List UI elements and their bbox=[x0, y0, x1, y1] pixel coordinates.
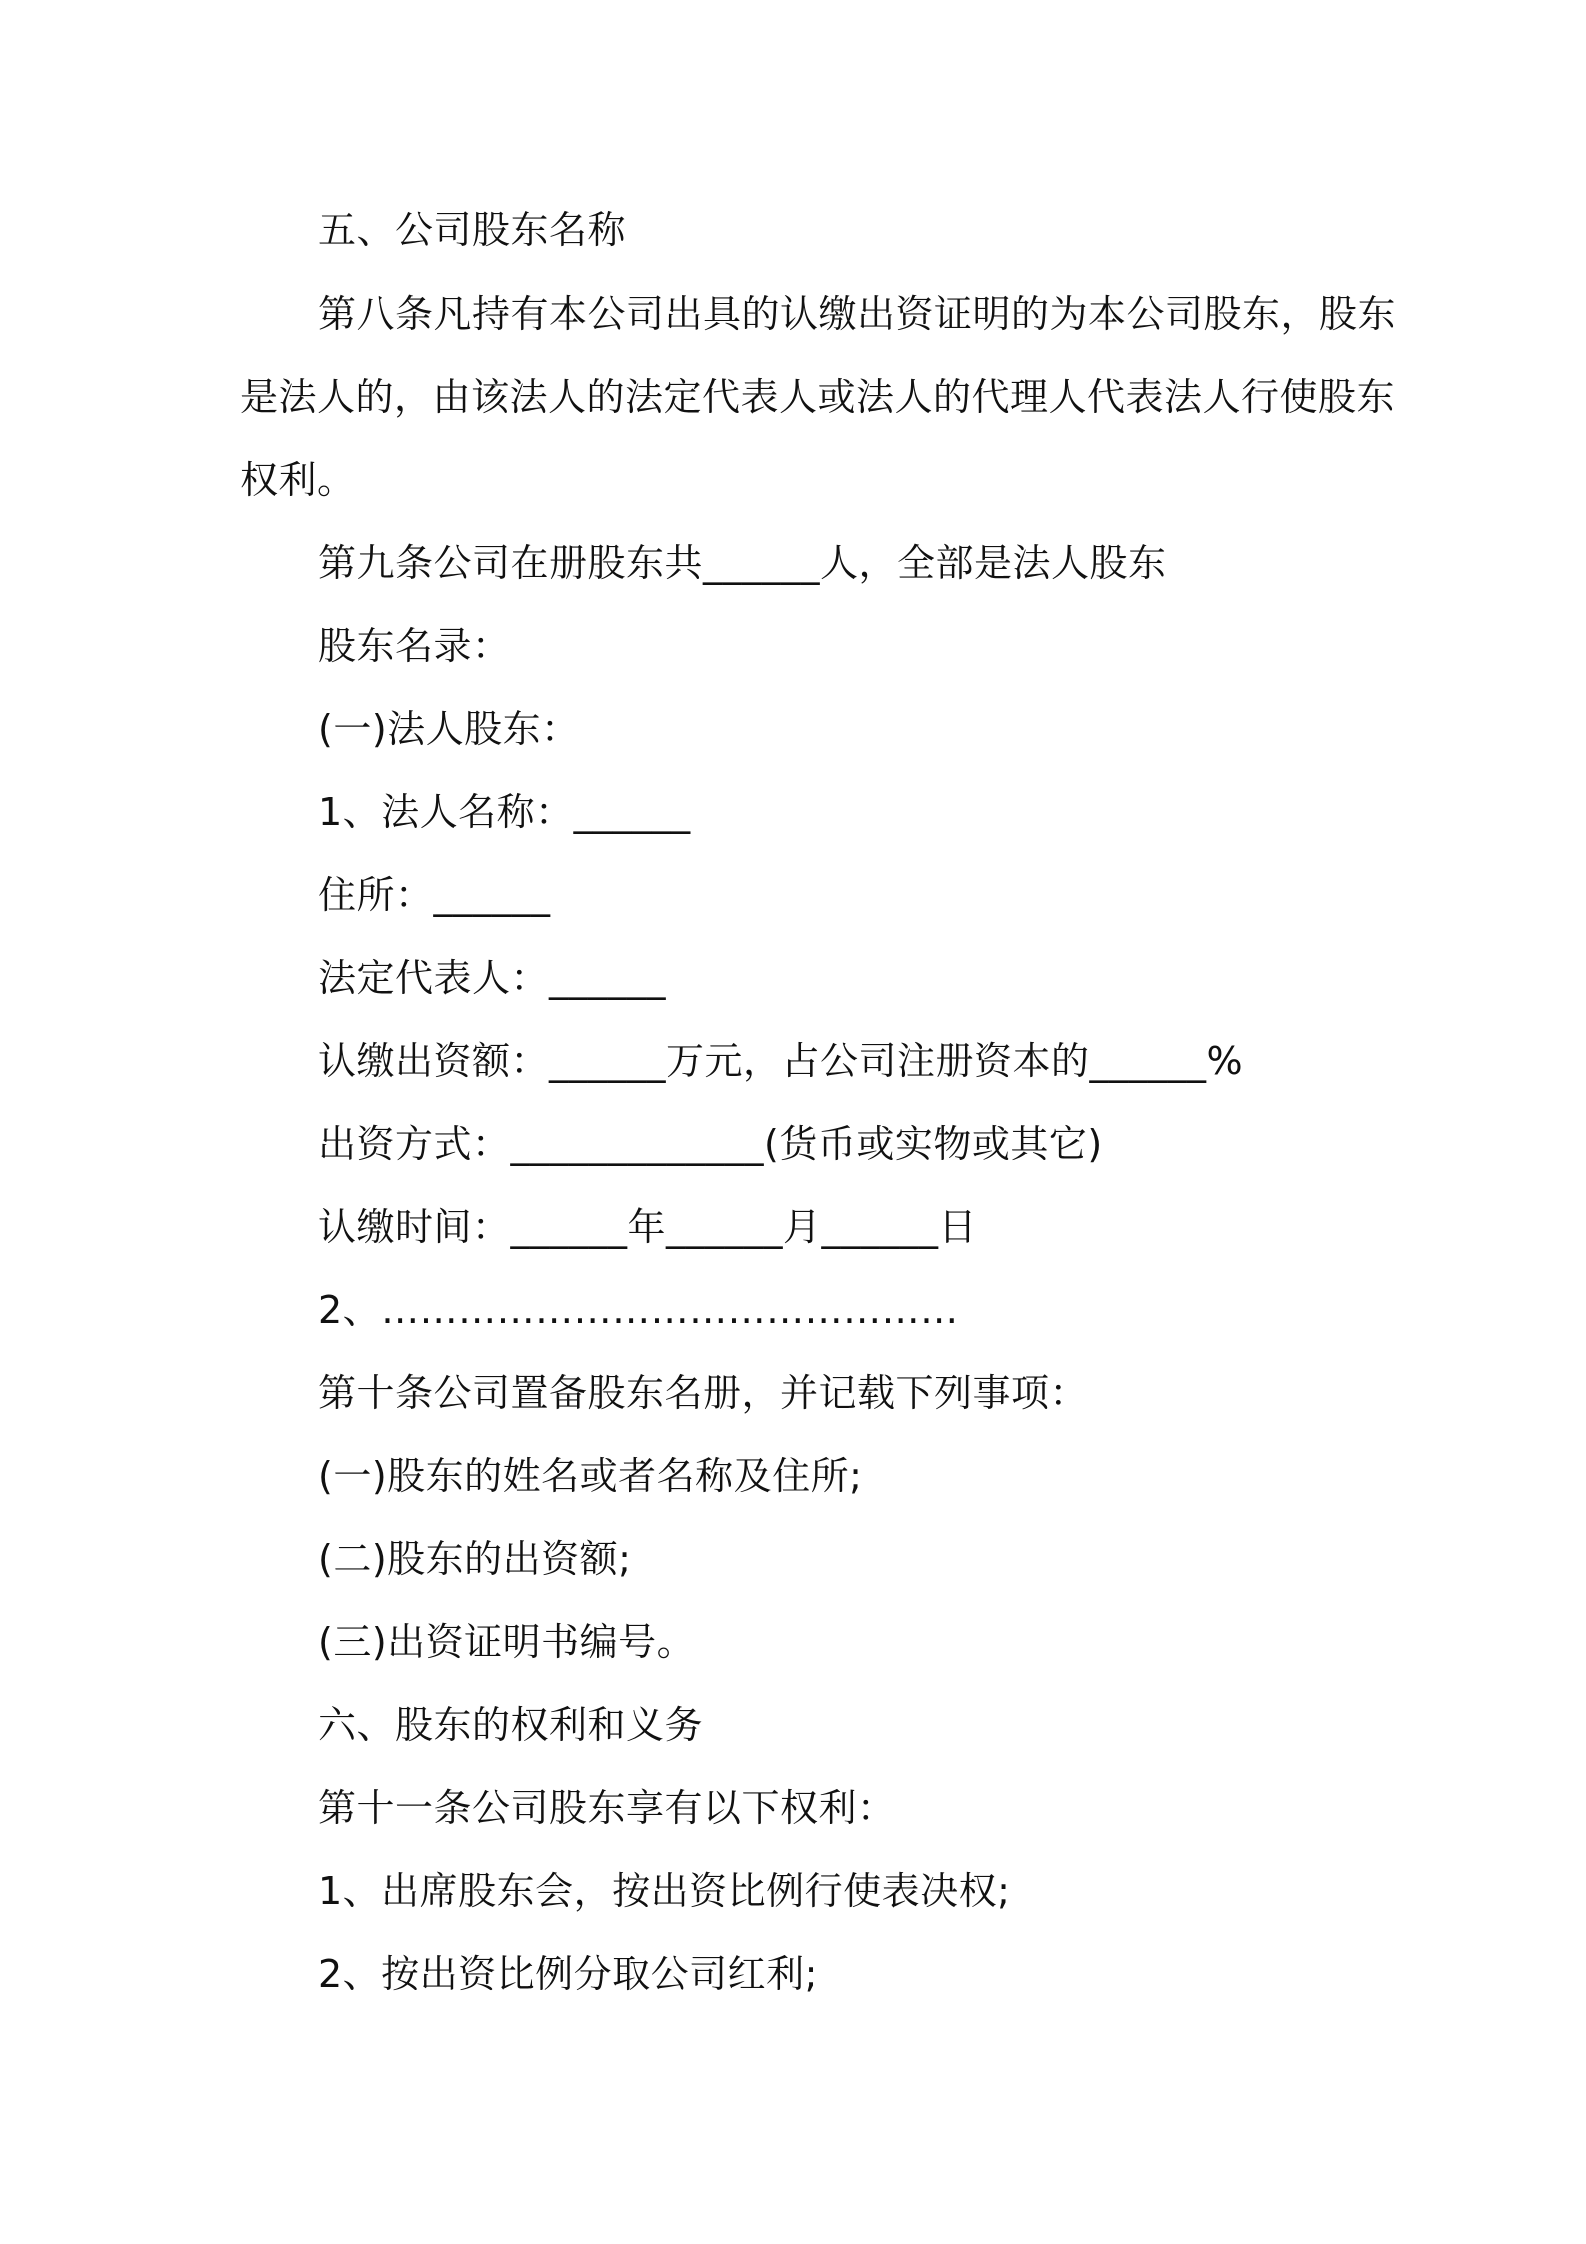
shareholder-roster-heading: 股东名录： bbox=[318, 624, 511, 668]
article-11-item-1: 1、出席股东会，按出资比例行使表决权; bbox=[318, 1869, 1011, 1913]
article-10: 第十条公司置备股东名册，并记载下列事项： bbox=[318, 1371, 1089, 1415]
section-heading-6: 六、股东的权利和义务 bbox=[318, 1703, 704, 1747]
article-8-line-1: 第八条凡持有本公司出具的认缴出资证明的为本公司股东，股东 bbox=[318, 292, 1397, 336]
legal-person-shareholder-heading: (一)法人股东： bbox=[318, 707, 580, 751]
subscription-date-field: 认缴时间：______年______月______日 bbox=[318, 1205, 978, 1249]
legal-representative-field: 法定代表人：______ bbox=[318, 956, 667, 1000]
article-8-line-2: 是法人的，由该法人的法定代表人或法人的代理人代表法人行使股东 bbox=[240, 375, 1396, 419]
article-11-item-2: 2、按出资比例分取公司红利; bbox=[318, 1952, 818, 1996]
article-10-item-2: (二)股东的出资额; bbox=[318, 1537, 632, 1581]
article-10-item-3: (三)出资证明书编号。 bbox=[318, 1620, 696, 1664]
item-2-ellipsis: 2、……………………………………… bbox=[318, 1288, 959, 1332]
contribution-method-field: 出资方式：_____________(货币或实物或其它) bbox=[318, 1122, 1103, 1166]
article-8-line-3: 权利。 bbox=[240, 458, 356, 502]
article-11: 第十一条公司股东享有以下权利： bbox=[318, 1786, 896, 1830]
article-9: 第九条公司在册股东共______人，全部是法人股东 bbox=[318, 541, 1167, 585]
section-heading-5: 五、公司股东名称 bbox=[318, 208, 627, 252]
subscribed-capital-field: 认缴出资额：______万元，占公司注册资本的______% bbox=[318, 1039, 1244, 1083]
article-10-item-1: (一)股东的姓名或者名称及住所; bbox=[318, 1454, 863, 1498]
legal-person-name-field: 1、法人名称：______ bbox=[318, 790, 691, 834]
address-field: 住所：______ bbox=[318, 873, 551, 917]
